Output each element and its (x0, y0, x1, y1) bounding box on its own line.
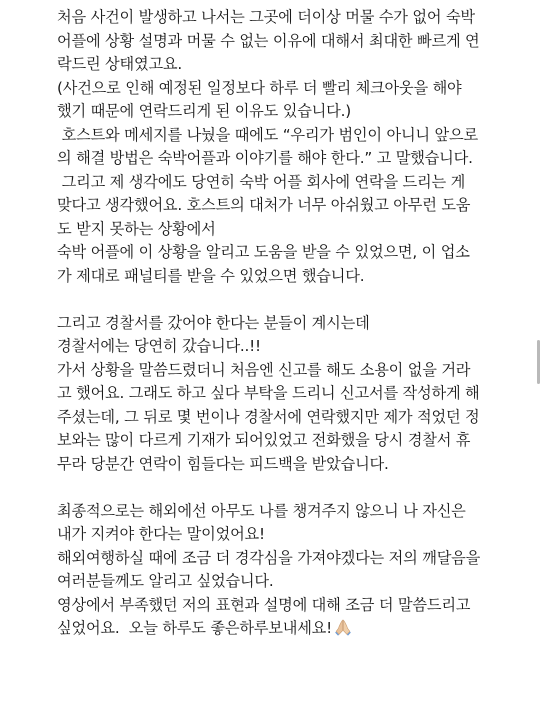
post-line: 최종적으로는 해외에선 아무도 나를 챙겨주지 않으니 나 자신은 (57, 501, 466, 520)
post-line: 그리고 제 생각에도 당연히 숙박 어플 회사에 연락을 드리는 게 (57, 172, 466, 191)
post-line: 가 제대로 패널티를 받을 수 있었으면 했습니다. (57, 266, 365, 285)
post-line: 의 해결 방법은 숙박어플과 이야기를 해야 한다.” 고 말했습니다. (57, 149, 473, 167)
post-line: 무라 당분간 연락이 힘들다는 피드백을 받았습니다. (57, 454, 389, 473)
post-line: 락드린 상태였고요. (57, 55, 183, 73)
post-line: 내가 지켜야 한다는 말이었어요! (57, 525, 265, 543)
post-line: 어플에 상황 설명과 머물 수 없는 이유에 대해서 최대한 빠르게 연 (57, 31, 480, 50)
post-line: 가서 상황을 말씀드렸더니 처음엔 신고를 해도 소용이 없을 거라 (57, 360, 471, 379)
paragraph-gap (57, 288, 527, 312)
post-line: 호스트와 메세지를 나눴을 때에도 “우리가 범인이 아니니 앞으로 (57, 125, 478, 144)
post-line: 해외여행하실 때에 조금 더 경각심을 가져야겠다는 저의 깨달음을 (57, 548, 481, 567)
post-body (57, 6, 527, 641)
folded-hands-icon (334, 618, 352, 636)
post-line: 처음 사건이 발생하고 나서는 그곳에 더이상 머물 수가 없어 숙박 (57, 8, 475, 26)
post-line: 고 했어요. 그래도 하고 싶다 부탁을 드리니 신고서를 작성하게 해 (57, 384, 480, 402)
post-line: 경찰서에는 당연히 갔습니다..!! (57, 337, 261, 355)
post-last-line (57, 617, 527, 641)
post-line: 숙박 어플에 이 상황을 알리고 도움을 받을 수 있었으면, 이 업소 (57, 243, 470, 261)
post-line: 영상에서 부족했던 저의 표현과 설명에 대해 조금 더 말씀드리고 (57, 595, 471, 614)
post-line: (사건으로 인해 예정된 일정보다 하루 더 빨리 체크아웃을 해야 (57, 78, 462, 97)
post-line: 맞다고 생각했어요. 호스트의 대처가 너무 아쉬웠고 아무런 도움 (57, 196, 471, 214)
paragraph-gap (57, 476, 527, 500)
post-line-text: 싶었어요. 오늘 하루도 좋은하루보내세요! (57, 619, 333, 637)
post-line: 도 받지 못하는 상황에서 (57, 219, 216, 238)
post-line: 보와는 많이 다르게 기재가 되어있었고 전화했을 당시 경찰서 휴 (57, 431, 471, 449)
post-line: 주셨는데, 그 뒤로 몇 번이나 경찰서에 연락했지만 제가 적었던 정 (57, 407, 480, 426)
post-line: 했기 때문에 연락드리게 된 이유도 있습니다.) (57, 102, 351, 120)
post-line: 그리고 경찰서를 갔어야 한다는 분들이 계시는데 (57, 313, 370, 332)
scrollbar-thumb[interactable] (537, 340, 540, 384)
post-line: 여러분들께도 알리고 싶었습니다. (57, 572, 274, 590)
